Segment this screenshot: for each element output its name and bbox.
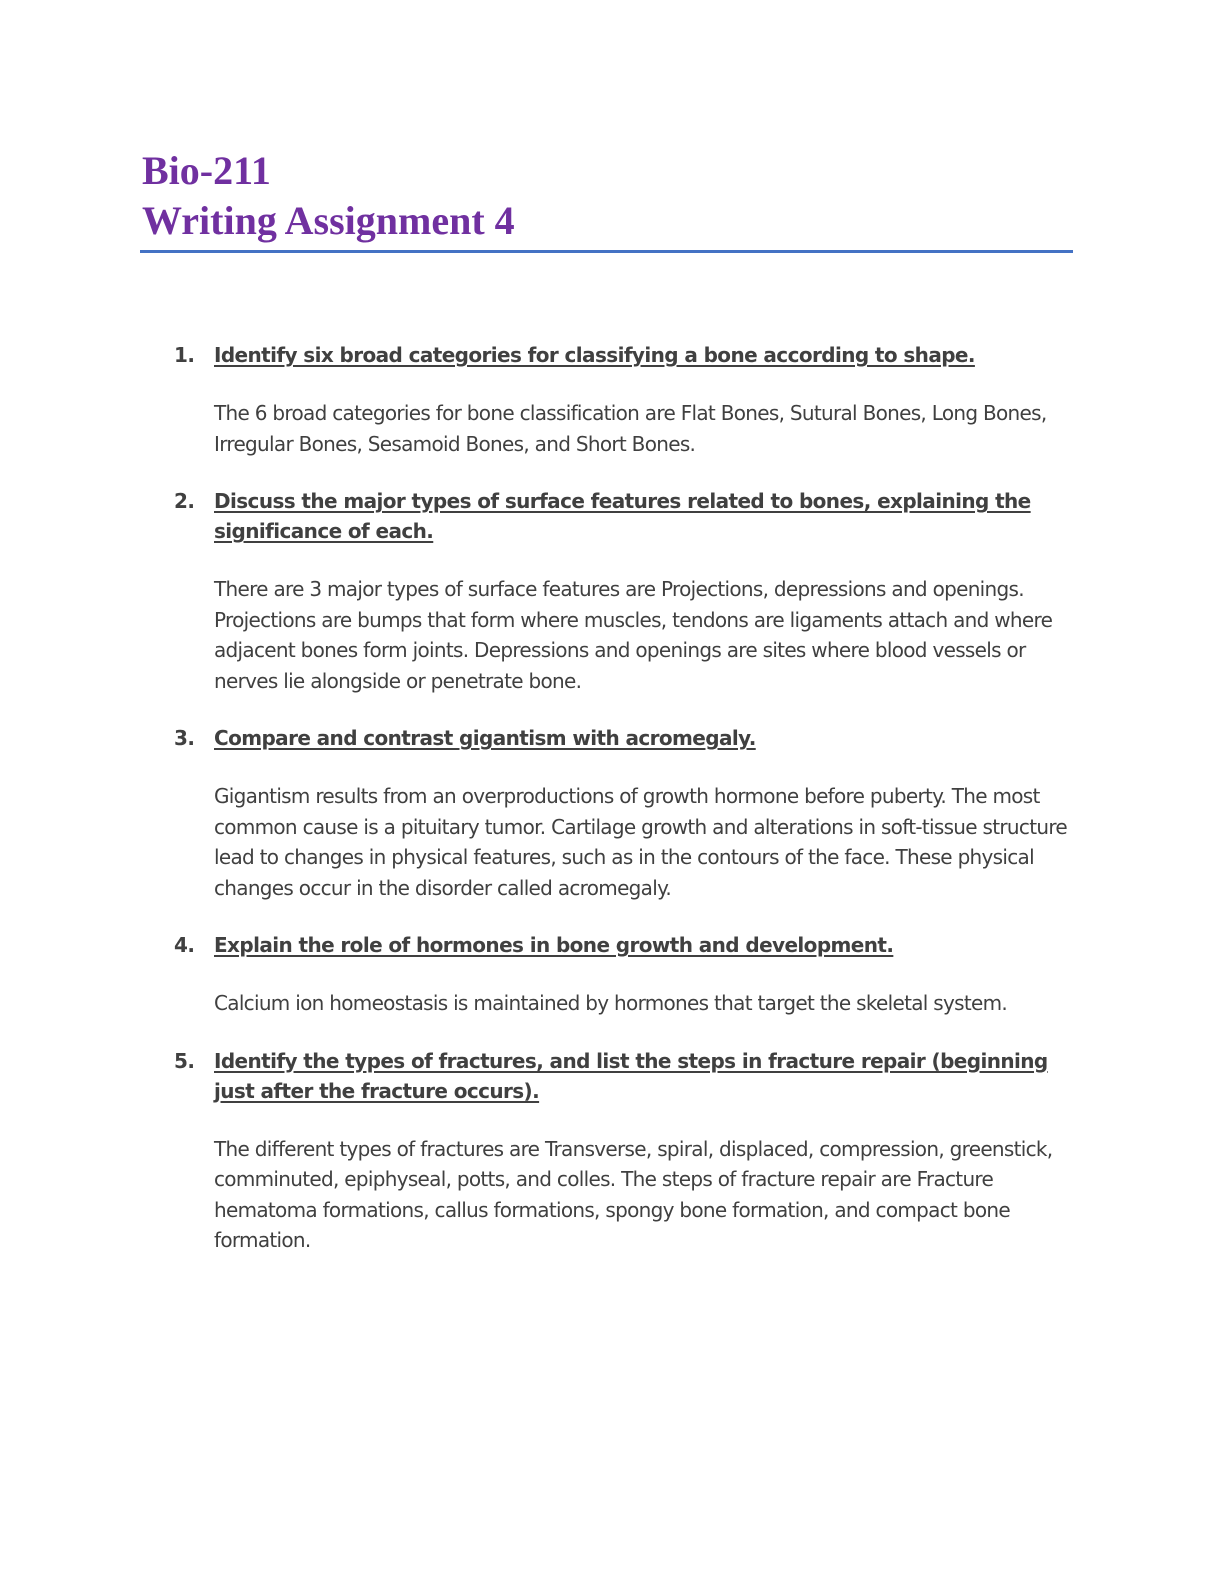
- question-answer: There are 3 major types of surface features are Projections, depressions and openings. Projections are bumps that form where muscles, tendons are ligaments attach and where adjacent bones form joints. Depressions and openings are sites where blood vessels or nerves lie alongside or penetrate bone.: [214, 577, 1053, 693]
- question-number: 5.: [174, 1048, 195, 1073]
- question-number: 4.: [174, 933, 195, 957]
- question-list: [142, 340, 1082, 1256]
- course-code: Bio-211: [142, 148, 271, 193]
- question-answer: The 6 broad categories for bone classification are Flat Bones, Sutural Bones, Long Bones, Irregular Bones, Sesamoid Bones, and Short Bones.: [214, 401, 1047, 456]
- title-divider: [140, 250, 1073, 253]
- question-item: [142, 486, 1082, 696]
- question-answer: Gigantism results from an overproductions of growth hormone before puberty. The most common cause is a pituitary tumor. Cartilage growth and alterations in soft-tissue structure lead to changes in physical features, such as in the contours of the face. These physical changes occur in the disorder called acromegaly.: [214, 784, 1068, 900]
- question-answer: Calcium ion homeostasis is maintained by hormones that target the skeletal system.: [214, 991, 1008, 1015]
- question-answer: The different types of fractures are Transverse, spiral, displaced, compression, greenstick, comminuted, epiphyseal, potts, and colles. The steps of fracture repair are Fracture hematoma formations, callus formations, spongy bone formation, and compact bone formation.: [214, 1136, 1053, 1252]
- question-item: [142, 340, 1082, 459]
- question-prompt: Compare and contrast gigantism with acromegaly.: [214, 726, 756, 750]
- question-item: [142, 723, 1082, 903]
- document-title: [142, 146, 515, 246]
- assignment-title: Writing Assignment 4: [142, 198, 515, 243]
- question-prompt: Identify six broad categories for classifying a bone according to shape.: [214, 343, 975, 367]
- question-number: 2.: [174, 489, 195, 513]
- question-number: 1.: [174, 343, 195, 367]
- question-prompt: Explain the role of hormones in bone growth and development.: [214, 933, 894, 957]
- question-item: [142, 1046, 1082, 1256]
- question-number: 3.: [174, 726, 195, 750]
- question-item: [142, 930, 1082, 1019]
- question-prompt: Identify the types of fractures, and list the steps in fracture repair (beginning just after the fracture occurs).: [214, 1048, 1048, 1103]
- question-prompt: Discuss the major types of surface features related to bones, explaining the significance of each.: [214, 489, 1031, 543]
